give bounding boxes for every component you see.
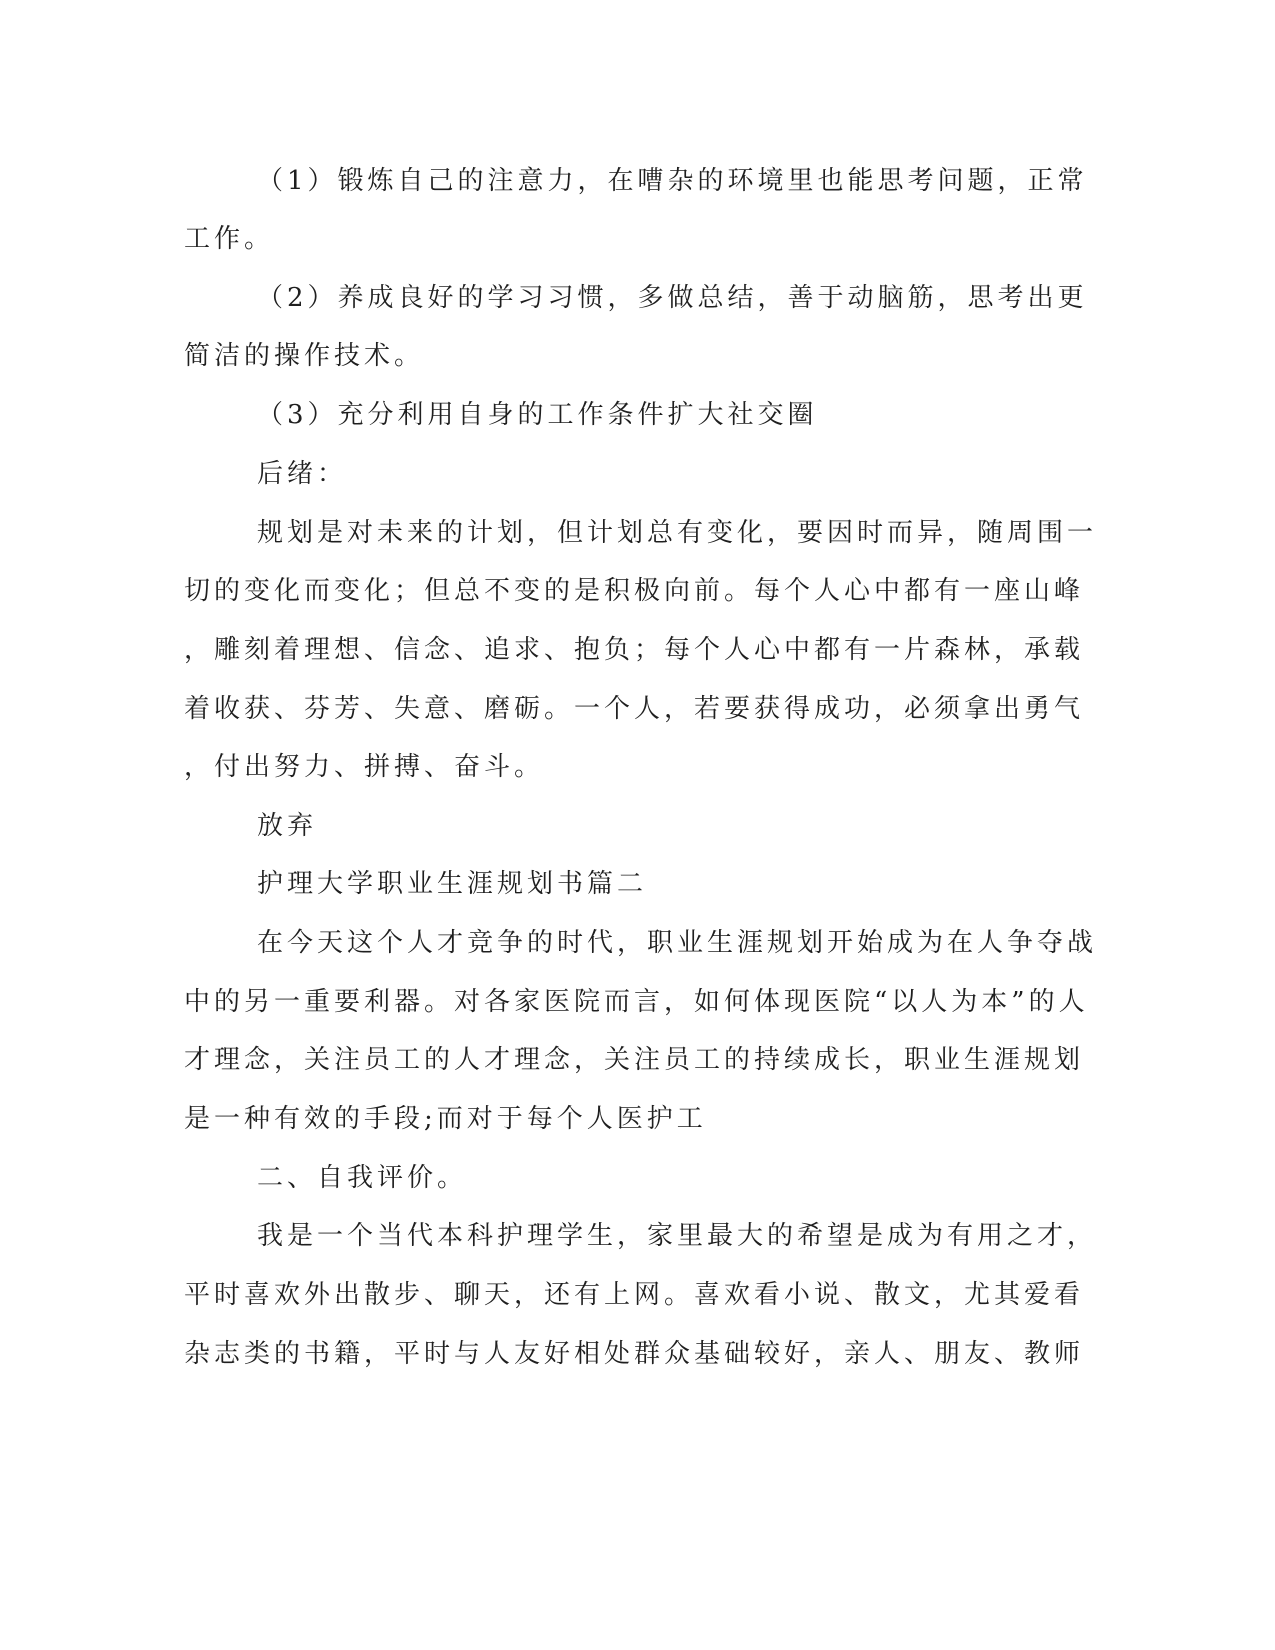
paragraph-line: 我是一个当代本科护理学生，家里最大的希望是成为有用之才， <box>257 1221 1098 1251</box>
paragraph-line: （2）养成良好的学习习惯，多做总结，善于动脑筋，思考出更 <box>257 283 1088 313</box>
paragraph-line: 中的另一重要利器。对各家医院而言，如何体现医院“以人为本”的人 <box>184 987 1089 1017</box>
paragraph-line: 着收获、芬芳、失意、磨砺。一个人，若要获得成功，必须拿出勇气 <box>184 694 1085 724</box>
paragraph-line: 是一种有效的手段;而对于每个人医护工 <box>184 1104 707 1134</box>
paragraph-line: 放弃 <box>257 811 318 841</box>
paragraph-line: 简洁的操作技术。 <box>184 341 425 371</box>
paragraph-line: （1）锻炼自己的注意力，在嘈杂的环境里也能思考问题，正常 <box>257 166 1088 196</box>
paragraph-line: （3）充分利用自身的工作条件扩大社交圈 <box>257 400 818 430</box>
paragraph-line: 才理念，关注员工的人才理念，关注员工的持续成长，职业生涯规划 <box>184 1045 1085 1075</box>
paragraph-line: 规划是对未来的计划，但计划总有变化，要因时而异，随周围一 <box>257 518 1098 548</box>
paragraph-line: 在今天这个人才竞争的时代，职业生涯规划开始成为在人争夺战 <box>257 928 1098 958</box>
paragraph-line: 杂志类的书籍，平时与人友好相处群众基础较好，亲人、朋友、教师 <box>184 1339 1085 1369</box>
paragraph-line: ，雕刻着理想、信念、追求、抱负；每个人心中都有一片森林，承载 <box>184 635 1085 665</box>
section-heading: 二、自我评价。 <box>257 1163 468 1193</box>
paragraph-line: ，付出努力、拼搏、奋斗。 <box>184 752 545 782</box>
section-heading: 后绪： <box>257 459 348 489</box>
paragraph-line: 工作。 <box>184 224 275 254</box>
paragraph-line: 切的变化而变化；但总不变的是积极向前。每个人心中都有一座山峰 <box>184 576 1085 606</box>
paragraph-line: 平时喜欢外出散步、聊天，还有上网。喜欢看小说、散文，尤其爱看 <box>184 1280 1085 1310</box>
section-heading: 护理大学职业生涯规划书篇二 <box>257 869 648 899</box>
